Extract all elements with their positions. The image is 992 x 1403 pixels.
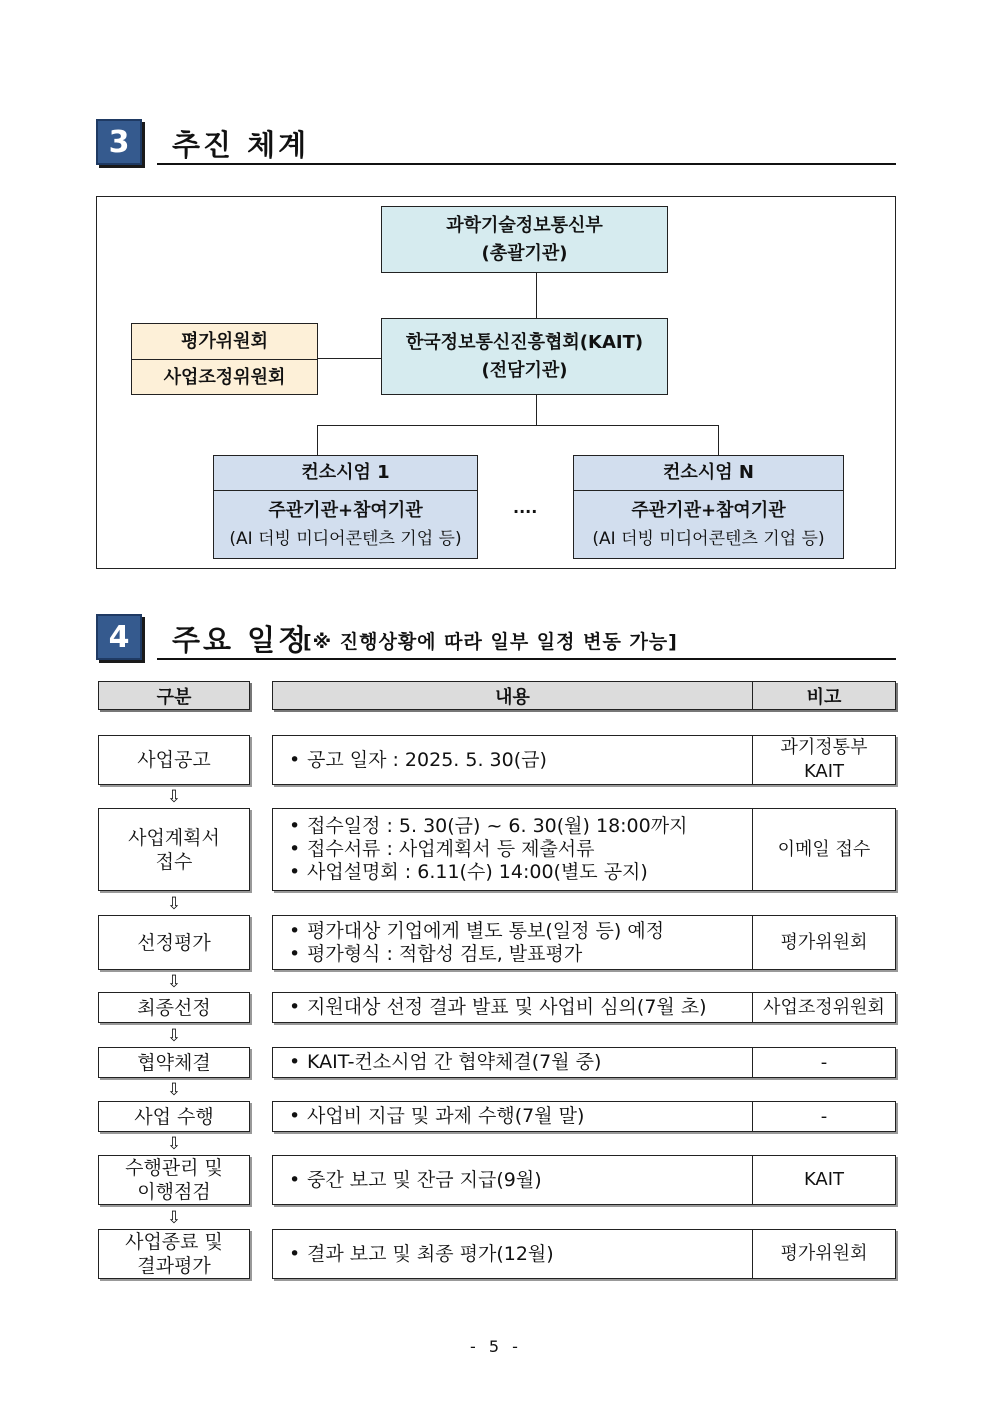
down-arrow-icon: ⇩ bbox=[166, 1134, 182, 1154]
content-item bbox=[289, 1243, 752, 1266]
consortium-1-desc: (AI 더빙 미디어콘텐츠 기업 등) bbox=[229, 529, 462, 549]
org-box-msit-role: (총괄기관) bbox=[481, 242, 568, 264]
section-4-underline bbox=[157, 658, 896, 660]
schedule-row bbox=[272, 915, 896, 970]
content-cell bbox=[273, 736, 752, 784]
bullet-icon: • bbox=[289, 1242, 301, 1265]
committee-coordination: 사업조정위원회 bbox=[163, 366, 286, 388]
org-box-consortium-1 bbox=[213, 455, 478, 559]
org-box-msit bbox=[381, 206, 668, 273]
stage-label: 선정평가 bbox=[137, 931, 211, 954]
schedule-row bbox=[272, 735, 896, 785]
header-note: 비고 bbox=[753, 681, 896, 710]
content-item bbox=[289, 1105, 752, 1128]
connector-top bbox=[536, 272, 537, 318]
content-cell bbox=[273, 993, 752, 1022]
schedule-row bbox=[272, 1101, 896, 1132]
content-item bbox=[289, 815, 752, 838]
connector-center-down bbox=[536, 394, 537, 425]
stage-cell bbox=[98, 992, 250, 1023]
org-box-kait bbox=[381, 318, 668, 395]
consortium-n-desc: (AI 더빙 미디어콘텐츠 기업 등) bbox=[592, 529, 825, 549]
section-4-note: [※ 진행상황에 따라 일부 일정 변동 가능] bbox=[303, 631, 678, 653]
stage-cell bbox=[98, 808, 250, 891]
note-cell bbox=[752, 916, 895, 969]
committee-evaluation: 평가위원회 bbox=[132, 324, 317, 360]
section-4-number: 4 bbox=[96, 614, 142, 660]
content-text: 사업설명회 : 6.11(수) 14:00(별도 공지) bbox=[307, 861, 648, 883]
consortium-1-body bbox=[214, 491, 477, 559]
content-item bbox=[289, 838, 752, 861]
note-text: 과기정통부 bbox=[780, 737, 868, 758]
note-text: 평가위원회 bbox=[780, 1243, 868, 1264]
content-text: 접수일정 : 5. 30(금) ~ 6. 30(월) 18:00까지 bbox=[307, 815, 688, 837]
down-arrow-icon: ⇩ bbox=[166, 1026, 182, 1046]
content-text: 평가대상 기업에게 별도 통보(일정 등) 예정 bbox=[307, 919, 665, 942]
connector-committee bbox=[317, 358, 382, 359]
bullet-icon: • bbox=[289, 1051, 301, 1073]
bullet-icon: • bbox=[289, 919, 301, 942]
stage-cell bbox=[98, 735, 250, 785]
bullet-icon: • bbox=[289, 815, 301, 837]
stage-label: 결과평가 bbox=[137, 1255, 211, 1277]
header-content-note bbox=[272, 681, 896, 710]
down-arrow-icon: ⇩ bbox=[166, 972, 182, 992]
stage-label: 접수 bbox=[155, 850, 193, 873]
content-cell bbox=[273, 1048, 752, 1077]
note-text: 이메일 접수 bbox=[777, 838, 871, 860]
consortium-n-body bbox=[574, 491, 843, 559]
content-cell bbox=[273, 1156, 752, 1204]
stage-cell bbox=[98, 1101, 250, 1132]
bullet-icon: • bbox=[289, 1105, 301, 1127]
stage-label: 사업 수행 bbox=[134, 1105, 214, 1128]
content-cell bbox=[273, 1230, 752, 1278]
note-cell bbox=[752, 736, 895, 784]
down-arrow-icon: ⇩ bbox=[166, 1080, 182, 1100]
note-cell bbox=[752, 809, 895, 890]
header-content: 내용 bbox=[272, 681, 753, 710]
stage-label: 이행점검 bbox=[137, 1181, 211, 1203]
content-text: 결과 보고 및 최종 평가(12월) bbox=[307, 1242, 554, 1265]
consortium-1-title: 컨소시엄 1 bbox=[214, 456, 477, 491]
note-cell bbox=[752, 993, 895, 1022]
bullet-icon: • bbox=[289, 861, 301, 883]
org-box-kait-name: 한국정보통신진흥협회(KAIT) bbox=[405, 331, 644, 353]
content-text: KAIT-컨소시엄 간 협약체결(7월 중) bbox=[307, 1051, 602, 1073]
connector-left bbox=[317, 425, 318, 456]
bullet-icon: • bbox=[289, 996, 301, 1018]
header-stage: 구분 bbox=[98, 681, 250, 710]
connector-right bbox=[718, 425, 719, 456]
content-item bbox=[289, 749, 752, 772]
stage-label: 사업공고 bbox=[137, 749, 211, 771]
stage-cell bbox=[98, 1047, 250, 1078]
stage-label: 협약체결 bbox=[137, 1051, 211, 1074]
content-item bbox=[289, 920, 752, 943]
schedule-row bbox=[272, 1229, 896, 1279]
content-text: 접수서류 : 사업계획서 등 제출서류 bbox=[307, 838, 595, 860]
bullet-icon: • bbox=[289, 838, 301, 860]
org-box-committee bbox=[131, 323, 318, 395]
consortium-1-members: 주관기관+참여기관 bbox=[268, 500, 423, 521]
consortium-n-title: 컨소시엄 N bbox=[574, 456, 843, 491]
content-text: 공고 일자 : 2025. 5. 30(금) bbox=[307, 748, 547, 771]
stage-label: 사업계획서 bbox=[128, 826, 220, 849]
note-text: - bbox=[820, 1051, 828, 1073]
down-arrow-icon: ⇩ bbox=[166, 1208, 182, 1228]
stage-label: 수행관리 및 bbox=[125, 1157, 223, 1179]
note-cell bbox=[752, 1230, 895, 1278]
schedule-row bbox=[272, 992, 896, 1023]
content-text: 중간 보고 및 잔금 지급(9월) bbox=[307, 1168, 542, 1191]
note-cell bbox=[752, 1102, 895, 1131]
note-cell bbox=[752, 1048, 895, 1077]
section-3-underline bbox=[157, 163, 896, 165]
section-3-number: 3 bbox=[96, 119, 142, 165]
stage-cell bbox=[98, 1155, 250, 1205]
bullet-icon: • bbox=[289, 1168, 301, 1191]
stage-label: 최종선정 bbox=[137, 996, 211, 1019]
note-cell bbox=[752, 1156, 895, 1204]
note-text: 사업조정위원회 bbox=[763, 996, 885, 1018]
note-text: - bbox=[820, 1105, 828, 1127]
stage-cell bbox=[98, 1229, 250, 1279]
schedule-row bbox=[272, 808, 896, 891]
schedule-row bbox=[272, 1047, 896, 1078]
note-text: KAIT bbox=[803, 1169, 845, 1190]
down-arrow-icon: ⇩ bbox=[166, 787, 182, 807]
content-item bbox=[289, 996, 752, 1019]
section-4-title: 주요 일정 bbox=[172, 623, 310, 657]
org-box-msit-name: 과학기술정보통신부 bbox=[446, 214, 603, 236]
stage-cell bbox=[98, 915, 250, 970]
bullet-icon: • bbox=[289, 748, 301, 771]
org-box-kait-role: (전담기관) bbox=[481, 359, 568, 381]
content-cell bbox=[273, 1102, 752, 1131]
content-item bbox=[289, 1051, 752, 1074]
connector-branch bbox=[317, 425, 719, 426]
consortium-n-members: 주관기관+참여기관 bbox=[631, 500, 786, 521]
down-arrow-icon: ⇩ bbox=[166, 894, 182, 914]
content-text: 지원대상 선정 결과 발표 및 사업비 심의(7월 초) bbox=[307, 996, 707, 1018]
content-text: 사업비 지급 및 과제 수행(7월 말) bbox=[307, 1105, 585, 1127]
page-number: - 5 - bbox=[470, 1337, 522, 1356]
content-text: 평가형식 : 적합성 검토, 발표평가 bbox=[307, 942, 583, 965]
content-item bbox=[289, 1169, 752, 1192]
org-box-consortium-n bbox=[573, 455, 844, 559]
content-cell bbox=[273, 809, 752, 890]
schedule-row bbox=[272, 1155, 896, 1205]
content-cell bbox=[273, 916, 752, 969]
section-3-title: 추진 체계 bbox=[172, 128, 310, 162]
note-text: 평가위원회 bbox=[780, 931, 868, 953]
stage-label: 사업종료 및 bbox=[125, 1231, 223, 1253]
bullet-icon: • bbox=[289, 942, 301, 965]
content-item bbox=[289, 861, 752, 884]
content-item bbox=[289, 943, 752, 966]
note-text: KAIT bbox=[803, 761, 845, 782]
consortium-ellipsis: .... bbox=[513, 498, 538, 517]
